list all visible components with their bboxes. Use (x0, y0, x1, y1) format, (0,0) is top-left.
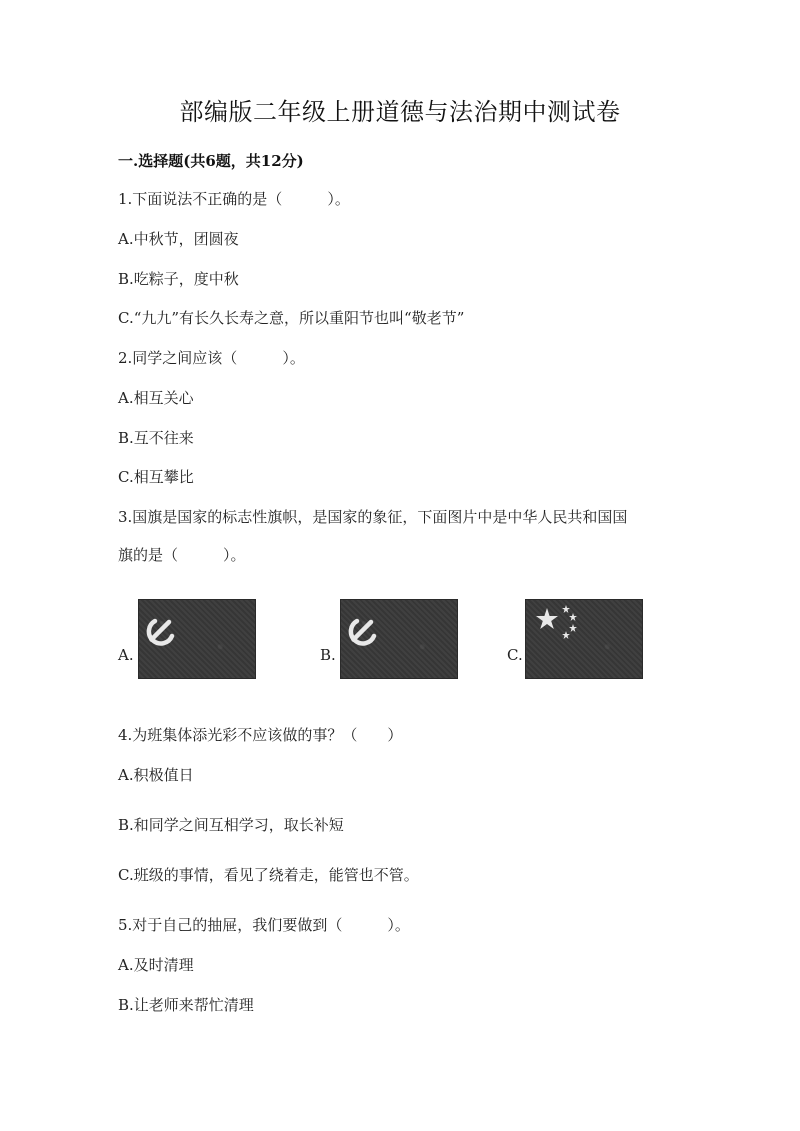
question-1-option-a: A.中秋节，团圆夜 (118, 230, 239, 248)
question-2-stem: 2.同学之间应该（ ）。 (118, 349, 305, 367)
page-title: 部编版二年级上册道德与法治期中测试卷 (179, 98, 621, 126)
question-1-option-c: C.“九九”有长久长寿之意，所以重阳节也叫“敬老节” (118, 309, 465, 327)
party-flag-icon (138, 599, 256, 679)
question-3-stem-line-2: 旗的是（ ）。 (118, 546, 246, 564)
national-flag-icon (525, 599, 643, 679)
question-2-option-c: C.相互攀比 (118, 468, 194, 486)
question-5-option-a: A.及时清理 (118, 956, 194, 974)
question-1-stem: 1.下面说法不正确的是（ ）。 (118, 190, 350, 208)
question-3-option-b-label: B. (320, 646, 336, 664)
question-4-option-c: C.班级的事情，看见了绕着走，能管也不管。 (118, 866, 419, 884)
party-flag-icon (340, 599, 458, 679)
question-1-option-b: B.吃粽子，度中秋 (118, 270, 239, 288)
question-2-option-a: A.相互关心 (118, 389, 194, 407)
section-heading: 一.选择题(共6题，共12分) (118, 152, 304, 170)
question-5-stem: 5.对于自己的抽屉，我们要做到（ ）。 (118, 916, 410, 934)
question-5-option-b: B.让老师来帮忙清理 (118, 996, 254, 1014)
question-3-option-c-label: C. (507, 646, 523, 664)
question-3-stem-line-1: 3.国旗是国家的标志性旗帜，是国家的象征，下面图片中是中华人民共和国国 (118, 508, 628, 526)
question-4-option-b: B.和同学之间互相学习，取长补短 (118, 816, 344, 834)
question-2-option-b: B.互不往来 (118, 429, 194, 447)
question-4-option-a: A.积极值日 (118, 766, 194, 784)
question-4-stem: 4.为班集体添光彩不应该做的事？（ ） (118, 726, 403, 744)
question-3-option-a-label: A. (118, 646, 134, 664)
